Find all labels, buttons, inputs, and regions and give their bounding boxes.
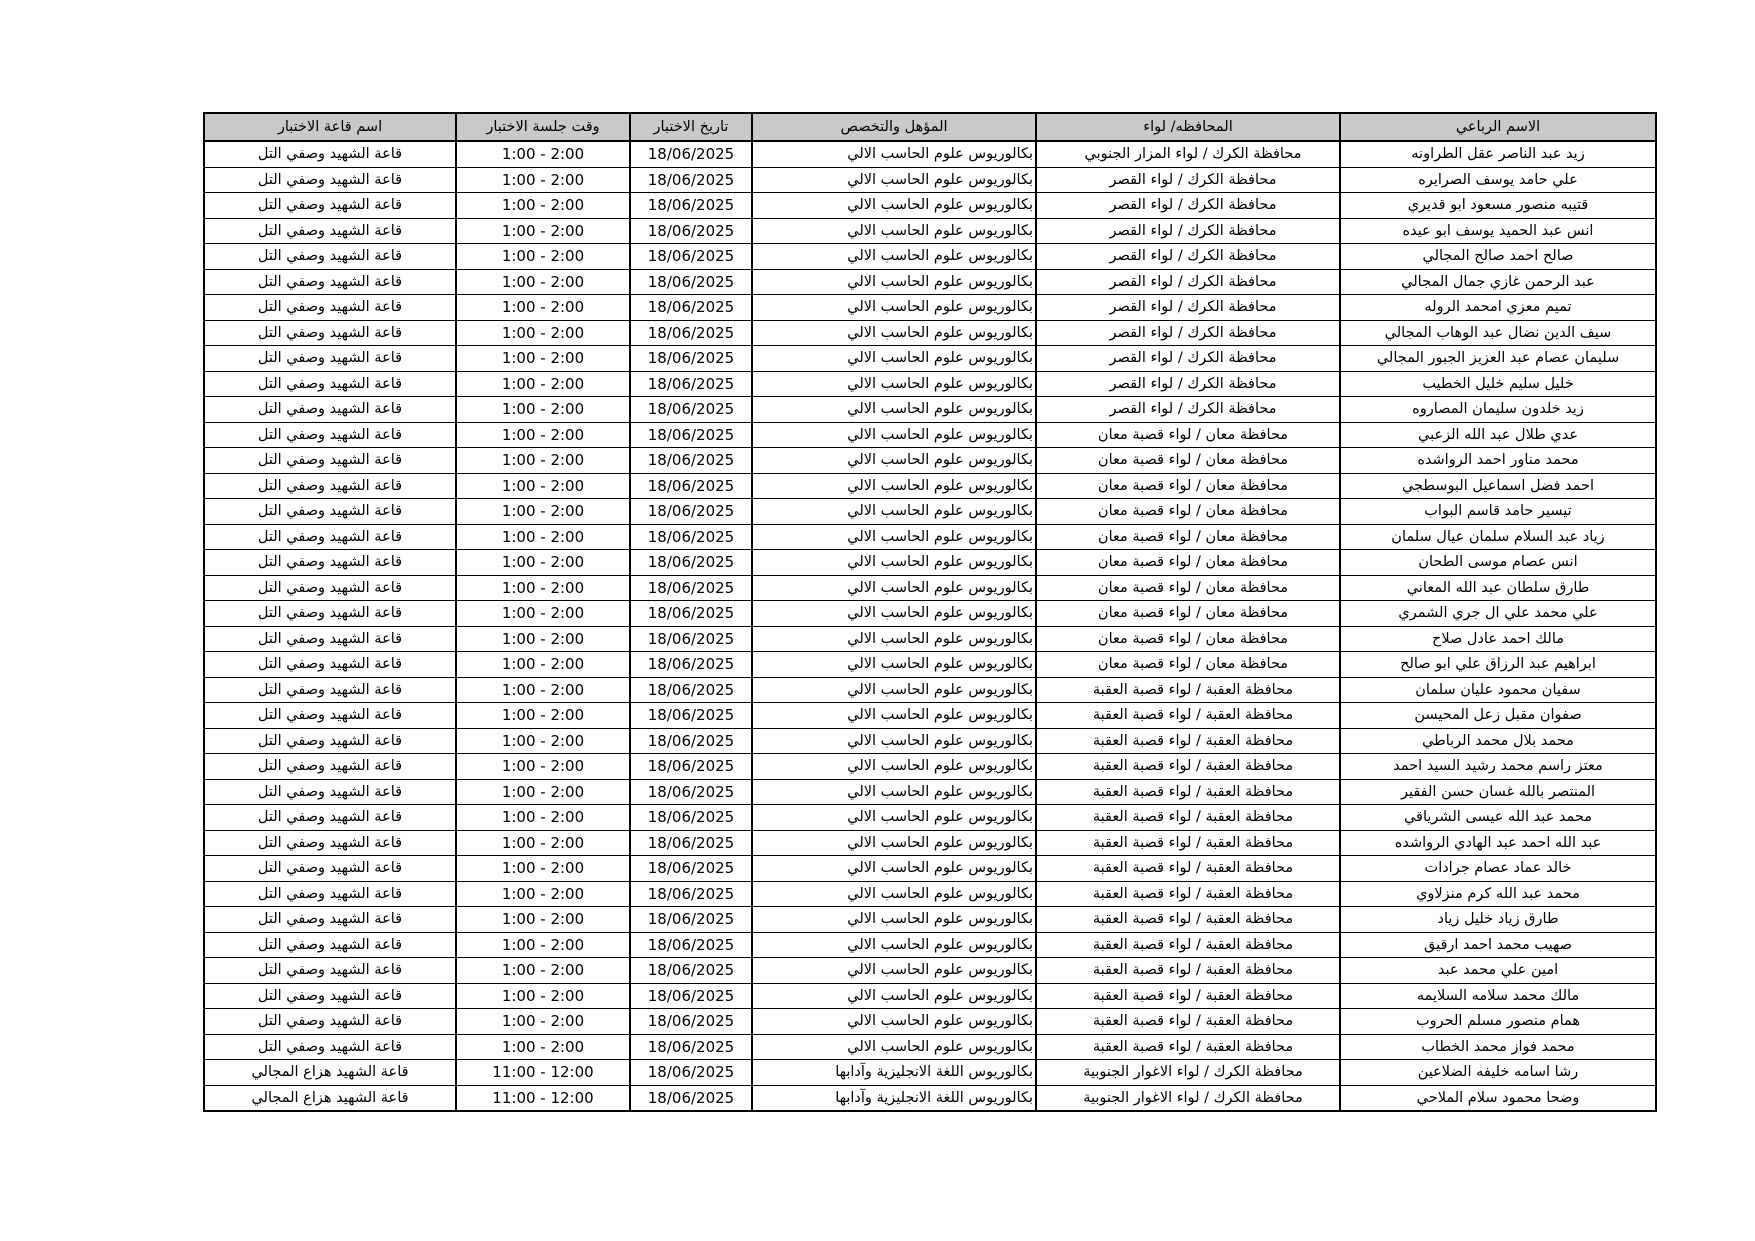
cell-governorate: محافظة العقبة / لواء قصبة العقبة <box>1036 830 1340 856</box>
cell-qualification: بكالوريوس علوم الحاسب الالي <box>752 703 1036 729</box>
cell-qualification: بكالوريوس علوم الحاسب الالي <box>752 550 1036 576</box>
cell-time: 1:00 - 2:00 <box>456 295 630 321</box>
cell-qualification: بكالوريوس علوم الحاسب الالي <box>752 499 1036 525</box>
cell-date: 18/06/2025 <box>630 856 752 882</box>
cell-qualification: بكالوريوس علوم الحاسب الالي <box>752 958 1036 984</box>
cell-qualification: بكالوريوس علوم الحاسب الالي <box>752 677 1036 703</box>
cell-name: محمد فواز محمد الخطاب <box>1340 1034 1656 1060</box>
cell-hall: قاعة الشهيد وصفي التل <box>204 601 456 627</box>
cell-date: 18/06/2025 <box>630 448 752 474</box>
cell-governorate: محافظة العقبة / لواء قصبة العقبة <box>1036 1034 1340 1060</box>
table-row <box>204 932 1656 958</box>
cell-date: 18/06/2025 <box>630 907 752 933</box>
cell-hall: قاعة الشهيد وصفي التل <box>204 652 456 678</box>
table-row <box>204 524 1656 550</box>
table-row <box>204 983 1656 1009</box>
table-row <box>204 320 1656 346</box>
cell-governorate: محافظة معان / لواء قصبة معان <box>1036 550 1340 576</box>
table-row <box>204 218 1656 244</box>
cell-hall: قاعة الشهيد وصفي التل <box>204 524 456 550</box>
cell-governorate: محافظة معان / لواء قصبة معان <box>1036 473 1340 499</box>
cell-hall: قاعة الشهيد وصفي التل <box>204 371 456 397</box>
table-row <box>204 448 1656 474</box>
cell-time: 1:00 - 2:00 <box>456 397 630 423</box>
cell-name: صفوان مقبل زعل المحيسن <box>1340 703 1656 729</box>
cell-hall: قاعة الشهيد وصفي التل <box>204 346 456 372</box>
cell-qualification: بكالوريوس علوم الحاسب الالي <box>752 907 1036 933</box>
cell-name: محمد عبد الله عيسى الشرياقي <box>1340 805 1656 831</box>
cell-governorate: محافظة العقبة / لواء قصبة العقبة <box>1036 1009 1340 1035</box>
cell-name: صهيب محمد احمد ارقيق <box>1340 932 1656 958</box>
cell-hall: قاعة الشهيد وصفي التل <box>204 779 456 805</box>
cell-qualification: بكالوريوس علوم الحاسب الالي <box>752 524 1036 550</box>
table-row <box>204 371 1656 397</box>
cell-name: محمد عبد الله كرم منزلاوي <box>1340 881 1656 907</box>
cell-hall: قاعة الشهيد وصفي التل <box>204 193 456 219</box>
cell-name: معتز راسم محمد رشيد السيد احمد <box>1340 754 1656 780</box>
cell-governorate: محافظة معان / لواء قصبة معان <box>1036 626 1340 652</box>
table-row <box>204 1009 1656 1035</box>
table-row <box>204 830 1656 856</box>
cell-name: سفيان محمود عليان سلمان <box>1340 677 1656 703</box>
cell-date: 18/06/2025 <box>630 218 752 244</box>
cell-governorate: محافظة معان / لواء قصبة معان <box>1036 575 1340 601</box>
cell-date: 18/06/2025 <box>630 830 752 856</box>
table-row <box>204 1034 1656 1060</box>
table-row <box>204 907 1656 933</box>
table-row <box>204 626 1656 652</box>
cell-time: 1:00 - 2:00 <box>456 601 630 627</box>
cell-name: رشا اسامه خليفه الضلاعين <box>1340 1060 1656 1086</box>
exam-schedule-sheet <box>203 112 1655 1112</box>
header-qualification: المؤهل والتخصص <box>752 113 1036 141</box>
cell-qualification: بكالوريوس علوم الحاسب الالي <box>752 1009 1036 1035</box>
cell-hall: قاعة الشهيد وصفي التل <box>204 397 456 423</box>
header-time: وقت جلسة الاختبار <box>456 113 630 141</box>
cell-date: 18/06/2025 <box>630 397 752 423</box>
cell-date: 18/06/2025 <box>630 677 752 703</box>
table-row <box>204 193 1656 219</box>
table-row <box>204 141 1656 167</box>
cell-governorate: محافظة معان / لواء قصبة معان <box>1036 422 1340 448</box>
cell-name: خالد عماد عصام جرادات <box>1340 856 1656 882</box>
cell-date: 18/06/2025 <box>630 779 752 805</box>
cell-qualification: بكالوريوس علوم الحاسب الالي <box>752 218 1036 244</box>
cell-qualification: بكالوريوس علوم الحاسب الالي <box>752 295 1036 321</box>
cell-governorate: محافظة العقبة / لواء قصبة العقبة <box>1036 779 1340 805</box>
table-row <box>204 244 1656 270</box>
cell-date: 18/06/2025 <box>630 167 752 193</box>
cell-governorate: محافظة معان / لواء قصبة معان <box>1036 601 1340 627</box>
cell-qualification: بكالوريوس علوم الحاسب الالي <box>752 805 1036 831</box>
cell-qualification: بكالوريوس علوم الحاسب الالي <box>752 244 1036 270</box>
cell-time: 1:00 - 2:00 <box>456 422 630 448</box>
cell-qualification: بكالوريوس علوم الحاسب الالي <box>752 779 1036 805</box>
cell-hall: قاعة الشهيد وصفي التل <box>204 830 456 856</box>
cell-governorate: محافظة الكرك / لواء القصر <box>1036 346 1340 372</box>
cell-time: 1:00 - 2:00 <box>456 524 630 550</box>
cell-time: 11:00 - 12:00 <box>456 1085 630 1111</box>
cell-governorate: محافظة الكرك / لواء القصر <box>1036 218 1340 244</box>
cell-time: 1:00 - 2:00 <box>456 473 630 499</box>
cell-date: 18/06/2025 <box>630 1034 752 1060</box>
cell-name: علي محمد علي ال جري الشمري <box>1340 601 1656 627</box>
cell-qualification: بكالوريوس علوم الحاسب الالي <box>752 320 1036 346</box>
cell-qualification: بكالوريوس علوم الحاسب الالي <box>752 269 1036 295</box>
cell-name: انس عصام موسى الطحان <box>1340 550 1656 576</box>
cell-qualification: بكالوريوس علوم الحاسب الالي <box>752 371 1036 397</box>
cell-date: 18/06/2025 <box>630 1060 752 1086</box>
cell-time: 1:00 - 2:00 <box>456 346 630 372</box>
table-row <box>204 652 1656 678</box>
cell-date: 18/06/2025 <box>630 269 752 295</box>
cell-qualification: بكالوريوس علوم الحاسب الالي <box>752 728 1036 754</box>
cell-governorate: محافظة معان / لواء قصبة معان <box>1036 499 1340 525</box>
cell-governorate: محافظة الكرك / لواء القصر <box>1036 269 1340 295</box>
cell-date: 18/06/2025 <box>630 728 752 754</box>
cell-date: 18/06/2025 <box>630 1009 752 1035</box>
cell-qualification: بكالوريوس علوم الحاسب الالي <box>752 575 1036 601</box>
cell-governorate: محافظة العقبة / لواء قصبة العقبة <box>1036 728 1340 754</box>
cell-governorate: محافظة الكرك / لواء القصر <box>1036 193 1340 219</box>
cell-hall: قاعة الشهيد هزاع المجالي <box>204 1060 456 1086</box>
cell-qualification: بكالوريوس علوم الحاسب الالي <box>752 193 1036 219</box>
cell-governorate: محافظة معان / لواء قصبة معان <box>1036 652 1340 678</box>
cell-name: سيف الدين نضال عبد الوهاب المجالي <box>1340 320 1656 346</box>
cell-hall: قاعة الشهيد وصفي التل <box>204 244 456 270</box>
cell-time: 1:00 - 2:00 <box>456 167 630 193</box>
cell-name: زياد عبد السلام سلمان عيال سلمان <box>1340 524 1656 550</box>
cell-hall: قاعة الشهيد وصفي التل <box>204 141 456 167</box>
cell-time: 1:00 - 2:00 <box>456 371 630 397</box>
cell-name: احمد فضل اسماعيل البوسطجي <box>1340 473 1656 499</box>
cell-hall: قاعة الشهيد وصفي التل <box>204 958 456 984</box>
cell-date: 18/06/2025 <box>630 1085 752 1111</box>
cell-governorate: محافظة الكرك / لواء القصر <box>1036 371 1340 397</box>
table-row <box>204 1060 1656 1086</box>
cell-name: عبد الرحمن غازي جمال المجالي <box>1340 269 1656 295</box>
cell-date: 18/06/2025 <box>630 575 752 601</box>
cell-time: 1:00 - 2:00 <box>456 907 630 933</box>
table-row <box>204 167 1656 193</box>
cell-name: تيسير حامد قاسم البواب <box>1340 499 1656 525</box>
cell-governorate: محافظة الكرك / لواء الاغوار الجنوبية <box>1036 1085 1340 1111</box>
cell-time: 1:00 - 2:00 <box>456 141 630 167</box>
cell-time: 1:00 - 2:00 <box>456 958 630 984</box>
cell-name: انس عبد الحميد يوسف ابو عيده <box>1340 218 1656 244</box>
cell-qualification: بكالوريوس علوم الحاسب الالي <box>752 830 1036 856</box>
cell-name: مالك محمد سلامه السلايمه <box>1340 983 1656 1009</box>
cell-date: 18/06/2025 <box>630 601 752 627</box>
cell-hall: قاعة الشهيد وصفي التل <box>204 448 456 474</box>
cell-name: مالك احمد عادل صلاح <box>1340 626 1656 652</box>
table-row <box>204 1085 1656 1111</box>
cell-qualification: بكالوريوس علوم الحاسب الالي <box>752 626 1036 652</box>
table-row <box>204 269 1656 295</box>
table-row <box>204 881 1656 907</box>
cell-date: 18/06/2025 <box>630 626 752 652</box>
cell-hall: قاعة الشهيد وصفي التل <box>204 1009 456 1035</box>
cell-time: 11:00 - 12:00 <box>456 1060 630 1086</box>
table-row <box>204 677 1656 703</box>
table-row <box>204 575 1656 601</box>
cell-time: 1:00 - 2:00 <box>456 575 630 601</box>
table-row <box>204 473 1656 499</box>
cell-date: 18/06/2025 <box>630 295 752 321</box>
cell-governorate: محافظة معان / لواء قصبة معان <box>1036 524 1340 550</box>
cell-qualification: بكالوريوس علوم الحاسب الالي <box>752 397 1036 423</box>
cell-date: 18/06/2025 <box>630 244 752 270</box>
cell-date: 18/06/2025 <box>630 754 752 780</box>
table-row <box>204 346 1656 372</box>
cell-qualification: بكالوريوس اللغة الانجليزية وآدابها <box>752 1060 1036 1086</box>
table-row <box>204 703 1656 729</box>
cell-hall: قاعة الشهيد هزاع المجالي <box>204 1085 456 1111</box>
cell-date: 18/06/2025 <box>630 193 752 219</box>
exam-schedule-table <box>203 112 1657 1112</box>
table-row <box>204 728 1656 754</box>
cell-qualification: بكالوريوس علوم الحاسب الالي <box>752 983 1036 1009</box>
cell-date: 18/06/2025 <box>630 550 752 576</box>
cell-date: 18/06/2025 <box>630 320 752 346</box>
cell-date: 18/06/2025 <box>630 958 752 984</box>
cell-governorate: محافظة العقبة / لواء قصبة العقبة <box>1036 958 1340 984</box>
cell-date: 18/06/2025 <box>630 881 752 907</box>
cell-time: 1:00 - 2:00 <box>456 499 630 525</box>
cell-qualification: بكالوريوس اللغة الانجليزية وآدابها <box>752 1085 1036 1111</box>
cell-date: 18/06/2025 <box>630 371 752 397</box>
cell-date: 18/06/2025 <box>630 499 752 525</box>
cell-governorate: محافظة الكرك / لواء القصر <box>1036 295 1340 321</box>
cell-name: وضحا محمود سلام الملاحي <box>1340 1085 1656 1111</box>
table-row <box>204 397 1656 423</box>
cell-time: 1:00 - 2:00 <box>456 193 630 219</box>
cell-hall: قاعة الشهيد وصفي التل <box>204 575 456 601</box>
cell-date: 18/06/2025 <box>630 422 752 448</box>
cell-time: 1:00 - 2:00 <box>456 856 630 882</box>
cell-hall: قاعة الشهيد وصفي التل <box>204 932 456 958</box>
cell-hall: قاعة الشهيد وصفي التل <box>204 983 456 1009</box>
cell-hall: قاعة الشهيد وصفي التل <box>204 728 456 754</box>
cell-qualification: بكالوريوس علوم الحاسب الالي <box>752 346 1036 372</box>
cell-name: امين علي محمد عبد <box>1340 958 1656 984</box>
cell-hall: قاعة الشهيد وصفي التل <box>204 703 456 729</box>
cell-qualification: بكالوريوس علوم الحاسب الالي <box>752 1034 1036 1060</box>
cell-date: 18/06/2025 <box>630 983 752 1009</box>
cell-hall: قاعة الشهيد وصفي التل <box>204 805 456 831</box>
cell-qualification: بكالوريوس علوم الحاسب الالي <box>752 932 1036 958</box>
cell-governorate: محافظة الكرك / لواء القصر <box>1036 320 1340 346</box>
cell-qualification: بكالوريوس علوم الحاسب الالي <box>752 167 1036 193</box>
cell-qualification: بكالوريوس علوم الحاسب الالي <box>752 448 1036 474</box>
cell-hall: قاعة الشهيد وصفي التل <box>204 269 456 295</box>
cell-hall: قاعة الشهيد وصفي التل <box>204 218 456 244</box>
cell-name: طارق زياد خليل زياد <box>1340 907 1656 933</box>
cell-time: 1:00 - 2:00 <box>456 269 630 295</box>
cell-time: 1:00 - 2:00 <box>456 320 630 346</box>
cell-name: المنتصر بالله غسان حسن الفقير <box>1340 779 1656 805</box>
cell-name: صالح احمد صالح المجالي <box>1340 244 1656 270</box>
cell-name: عبد الله احمد عبد الهادي الرواشده <box>1340 830 1656 856</box>
cell-date: 18/06/2025 <box>630 524 752 550</box>
cell-hall: قاعة الشهيد وصفي التل <box>204 473 456 499</box>
cell-governorate: محافظة الكرك / لواء القصر <box>1036 167 1340 193</box>
cell-name: ابراهيم عبد الرزاق علي ابو صالح <box>1340 652 1656 678</box>
cell-date: 18/06/2025 <box>630 932 752 958</box>
cell-name: محمد مناور احمد الرواشده <box>1340 448 1656 474</box>
cell-governorate: محافظة العقبة / لواء قصبة العقبة <box>1036 856 1340 882</box>
cell-hall: قاعة الشهيد وصفي التل <box>204 499 456 525</box>
cell-qualification: بكالوريوس علوم الحاسب الالي <box>752 754 1036 780</box>
cell-name: محمد بلال محمد الرباطي <box>1340 728 1656 754</box>
cell-time: 1:00 - 2:00 <box>456 1009 630 1035</box>
table-row <box>204 422 1656 448</box>
cell-qualification: بكالوريوس علوم الحاسب الالي <box>752 856 1036 882</box>
cell-name: زيد عبد الناصر عقل الطراونه <box>1340 141 1656 167</box>
header-date: تاريخ الاختبار <box>630 113 752 141</box>
cell-date: 18/06/2025 <box>630 346 752 372</box>
cell-qualification: بكالوريوس علوم الحاسب الالي <box>752 881 1036 907</box>
cell-governorate: محافظة الكرك / لواء القصر <box>1036 244 1340 270</box>
cell-hall: قاعة الشهيد وصفي التل <box>204 677 456 703</box>
cell-time: 1:00 - 2:00 <box>456 983 630 1009</box>
table-row <box>204 295 1656 321</box>
cell-governorate: محافظة العقبة / لواء قصبة العقبة <box>1036 677 1340 703</box>
cell-hall: قاعة الشهيد وصفي التل <box>204 320 456 346</box>
cell-name: طارق سلطان عبد الله المعاني <box>1340 575 1656 601</box>
cell-governorate: محافظة الكرك / لواء القصر <box>1036 397 1340 423</box>
cell-time: 1:00 - 2:00 <box>456 779 630 805</box>
table-row <box>204 754 1656 780</box>
cell-name: سليمان عصام عبد العزيز الجبور المجالي <box>1340 346 1656 372</box>
cell-hall: قاعة الشهيد وصفي التل <box>204 626 456 652</box>
table-row <box>204 805 1656 831</box>
cell-time: 1:00 - 2:00 <box>456 703 630 729</box>
cell-time: 1:00 - 2:00 <box>456 218 630 244</box>
cell-qualification: بكالوريوس علوم الحاسب الالي <box>752 601 1036 627</box>
cell-governorate: محافظة العقبة / لواء قصبة العقبة <box>1036 703 1340 729</box>
table-body <box>204 141 1656 1111</box>
cell-date: 18/06/2025 <box>630 703 752 729</box>
cell-hall: قاعة الشهيد وصفي التل <box>204 167 456 193</box>
cell-time: 1:00 - 2:00 <box>456 805 630 831</box>
cell-qualification: بكالوريوس علوم الحاسب الالي <box>752 422 1036 448</box>
table-row <box>204 856 1656 882</box>
header-hall: اسم قاعة الاختبار <box>204 113 456 141</box>
cell-name: خليل سليم خليل الخطيب <box>1340 371 1656 397</box>
cell-time: 1:00 - 2:00 <box>456 754 630 780</box>
cell-name: تميم معزي امحمد الروله <box>1340 295 1656 321</box>
cell-name: همام منصور مسلم الحروب <box>1340 1009 1656 1035</box>
cell-governorate: محافظة العقبة / لواء قصبة العقبة <box>1036 907 1340 933</box>
cell-governorate: محافظة العقبة / لواء قصبة العقبة <box>1036 881 1340 907</box>
cell-date: 18/06/2025 <box>630 473 752 499</box>
cell-time: 1:00 - 2:00 <box>456 1034 630 1060</box>
cell-governorate: محافظة العقبة / لواء قصبة العقبة <box>1036 983 1340 1009</box>
cell-governorate: محافظة العقبة / لواء قصبة العقبة <box>1036 932 1340 958</box>
table-row <box>204 958 1656 984</box>
cell-hall: قاعة الشهيد وصفي التل <box>204 1034 456 1060</box>
cell-time: 1:00 - 2:00 <box>456 881 630 907</box>
cell-time: 1:00 - 2:00 <box>456 830 630 856</box>
table-row <box>204 550 1656 576</box>
cell-hall: قاعة الشهيد وصفي التل <box>204 754 456 780</box>
cell-date: 18/06/2025 <box>630 141 752 167</box>
cell-hall: قاعة الشهيد وصفي التل <box>204 907 456 933</box>
cell-time: 1:00 - 2:00 <box>456 626 630 652</box>
cell-hall: قاعة الشهيد وصفي التل <box>204 856 456 882</box>
cell-governorate: محافظة معان / لواء قصبة معان <box>1036 448 1340 474</box>
table-row <box>204 601 1656 627</box>
cell-governorate: محافظة الكرك / لواء الاغوار الجنوبية <box>1036 1060 1340 1086</box>
cell-name: قتيبه منصور مسعود ابو قديري <box>1340 193 1656 219</box>
cell-name: زيد خلدون سليمان المصاروه <box>1340 397 1656 423</box>
cell-time: 1:00 - 2:00 <box>456 677 630 703</box>
table-row <box>204 779 1656 805</box>
cell-date: 18/06/2025 <box>630 652 752 678</box>
cell-name: عدي طلال عبد الله الزعبي <box>1340 422 1656 448</box>
cell-time: 1:00 - 2:00 <box>456 728 630 754</box>
cell-time: 1:00 - 2:00 <box>456 550 630 576</box>
header-governorate: المحافظه/ لواء <box>1036 113 1340 141</box>
cell-time: 1:00 - 2:00 <box>456 448 630 474</box>
cell-hall: قاعة الشهيد وصفي التل <box>204 881 456 907</box>
cell-hall: قاعة الشهيد وصفي التل <box>204 422 456 448</box>
cell-governorate: محافظة العقبة / لواء قصبة العقبة <box>1036 805 1340 831</box>
cell-qualification: بكالوريوس علوم الحاسب الالي <box>752 141 1036 167</box>
table-header-row <box>204 113 1656 141</box>
cell-governorate: محافظة الكرك / لواء المزار الجنوبي <box>1036 141 1340 167</box>
cell-governorate: محافظة العقبة / لواء قصبة العقبة <box>1036 754 1340 780</box>
header-name: الاسم الرباعي <box>1340 113 1656 141</box>
cell-time: 1:00 - 2:00 <box>456 244 630 270</box>
cell-qualification: بكالوريوس علوم الحاسب الالي <box>752 473 1036 499</box>
cell-hall: قاعة الشهيد وصفي التل <box>204 550 456 576</box>
cell-time: 1:00 - 2:00 <box>456 932 630 958</box>
cell-hall: قاعة الشهيد وصفي التل <box>204 295 456 321</box>
table-row <box>204 499 1656 525</box>
cell-name: علي حامد يوسف الصرايره <box>1340 167 1656 193</box>
cell-time: 1:00 - 2:00 <box>456 652 630 678</box>
cell-date: 18/06/2025 <box>630 805 752 831</box>
cell-qualification: بكالوريوس علوم الحاسب الالي <box>752 652 1036 678</box>
